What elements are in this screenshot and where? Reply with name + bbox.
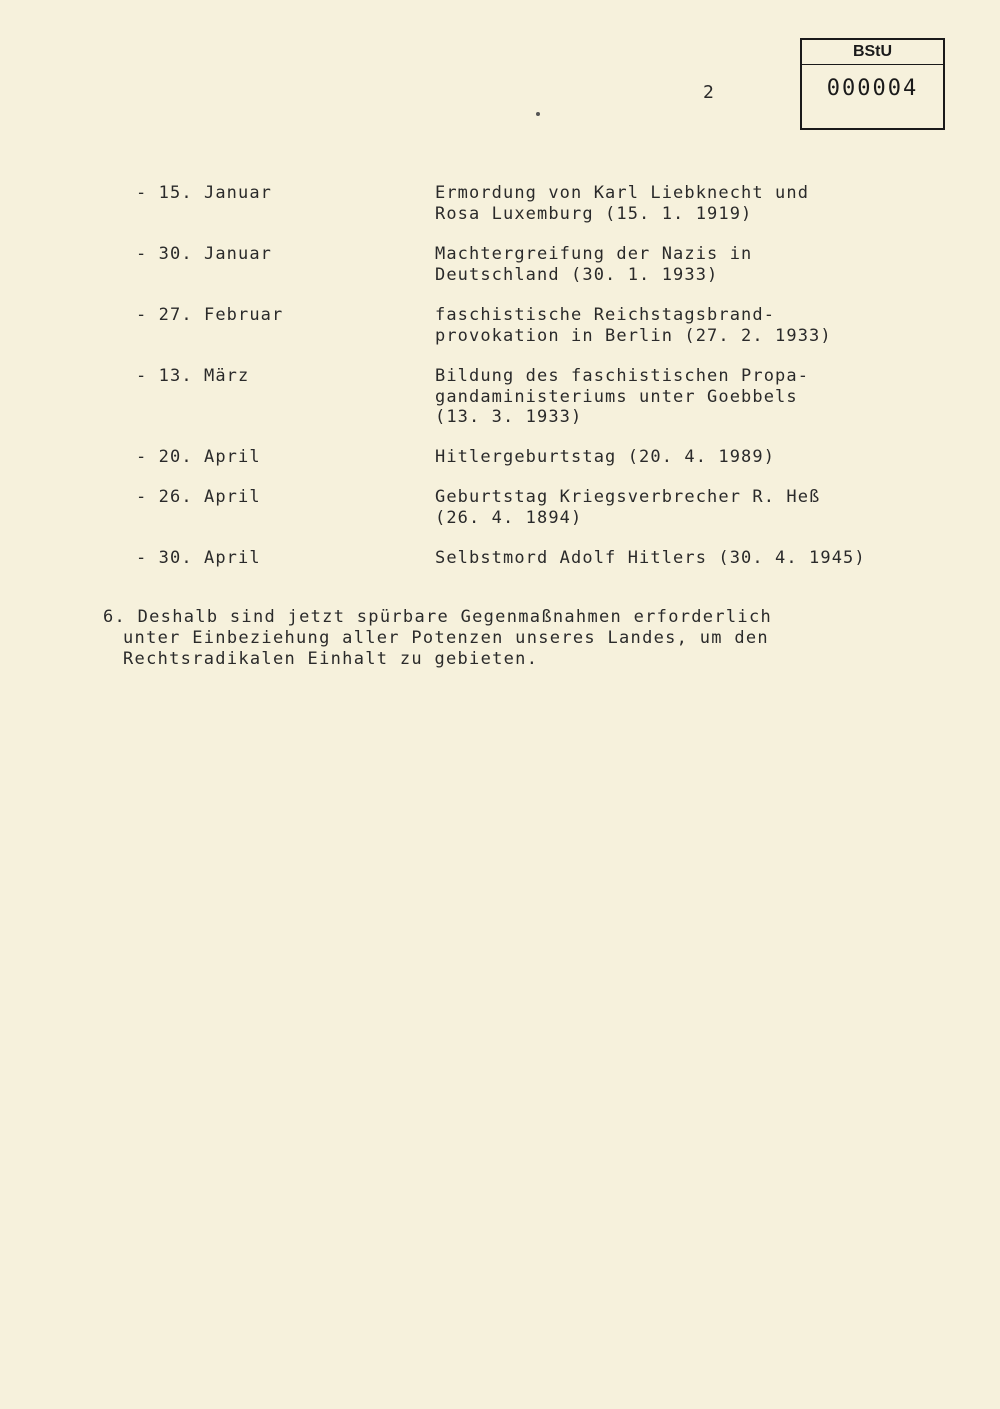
ink-dot: [536, 112, 540, 116]
entry-line: Bildung des faschistischen Propa-: [435, 366, 810, 386]
entry-date: - 27. Februar: [136, 305, 284, 325]
stamp-number: 000004: [826, 76, 919, 101]
entry-line: faschistische Reichstagsbrand-: [435, 305, 776, 325]
entry-description: [435, 305, 1000, 346]
numbered-paragraph-6: [103, 607, 772, 670]
entry-date: - 13. März: [136, 366, 250, 386]
stamp-label: BStU: [802, 40, 943, 65]
entry-line: Machtergreifung der Nazis in: [435, 244, 753, 264]
entry-description: [435, 487, 1000, 528]
list-item: [0, 183, 1000, 244]
archive-stamp: [800, 38, 945, 130]
entry-description: [435, 447, 1000, 468]
date-list: [0, 183, 1000, 588]
entry-line: Hitlergeburtstag (20. 4. 1989): [435, 447, 776, 467]
list-item: [0, 487, 1000, 548]
entry-line: (13. 3. 1933): [435, 407, 583, 427]
entry-date: - 20. April: [136, 447, 261, 467]
entry-line: provokation in Berlin (27. 2. 1933): [435, 325, 832, 346]
entry-line: (26. 4. 1894): [435, 507, 583, 528]
entry-date: - 26. April: [136, 487, 261, 507]
entry-line: gandaministeriums unter Goebbels: [435, 386, 798, 407]
entry-line: Geburtstag Kriegsverbrecher R. Heß: [435, 487, 821, 507]
entry-line: Rosa Luxemburg (15. 1. 1919): [435, 203, 753, 224]
entry-description: [435, 183, 1000, 224]
entry-line: Deutschland (30. 1. 1933): [435, 264, 719, 285]
entry-date: - 30. Januar: [136, 244, 273, 264]
paragraph-line: 6. Deshalb sind jetzt spürbare Gegenmaßnahmen erforderlich: [103, 607, 773, 627]
list-item: [0, 548, 1000, 588]
paragraph-line: Rechtsradikalen Einhalt zu gebieten.: [123, 649, 539, 669]
entry-description: [435, 548, 1000, 569]
list-item: [0, 244, 1000, 305]
entry-description: [435, 366, 1000, 428]
entry-line: Ermordung von Karl Liebknecht und: [435, 183, 810, 203]
paragraph-line: unter Einbeziehung aller Potenzen unseres Landes, um den: [123, 628, 769, 648]
list-item: [0, 305, 1000, 366]
entry-description: [435, 244, 1000, 285]
entry-date: - 15. Januar: [136, 183, 273, 203]
list-item: [0, 366, 1000, 447]
entry-date: - 30. April: [136, 548, 261, 568]
list-item: [0, 447, 1000, 487]
entry-line: Selbstmord Adolf Hitlers (30. 4. 1945): [435, 548, 866, 568]
page-number: 2: [703, 82, 715, 103]
